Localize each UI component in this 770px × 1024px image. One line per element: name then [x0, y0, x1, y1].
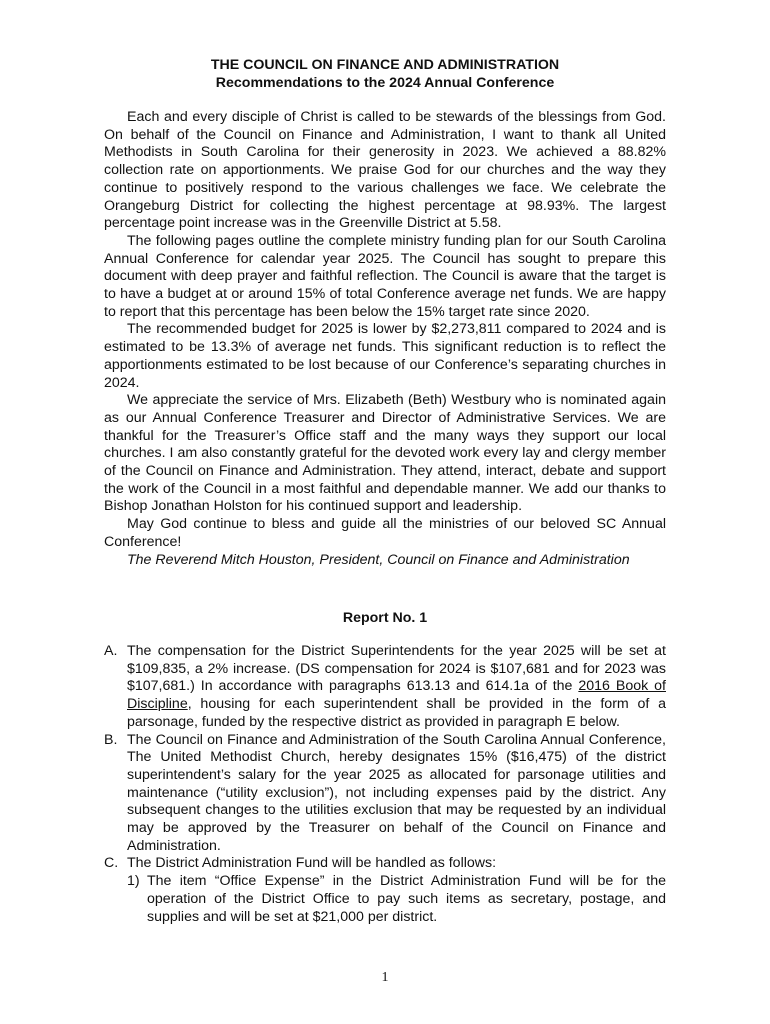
report-list: [104, 643, 666, 926]
subitem-label: 1): [127, 873, 140, 890]
page-number: 1: [381, 970, 389, 985]
document-subtitle: Recommendations to the 2024 Annual Conference: [215, 75, 555, 91]
intro-paragraph: The following pages outline the complete ministry funding plan for our South Carolina Annual Conference for calendar year 2025. The Council has sought to prepare this document with deep prayer and faithful reflection. The Council is aware that the target is to have a budget at or around 15% of total Conference average net funds. We are happy to report that this percentage has been below the 15% target rate since 2020.: [104, 232, 666, 320]
item-text: The compensation for the District Superintendents for the year 2025 will be set at $109,835, a 2% increase. (DS compensation for 2024 is $107,681 and for 2023 was $107,681.) In accordance with paragraphs 613.13 and 614.1a of the: [127, 643, 666, 695]
list-item-a: [104, 643, 666, 732]
intro-paragraph: May God continue to bless and guide all the ministries of our beloved SC Annual Conference!: [104, 516, 666, 550]
item-label: A.: [104, 643, 118, 659]
intro-paragraph: We appreciate the service of Mrs. Elizabeth (Beth) Westbury who is nominated again as our Annual Conference Treasurer and Director of Administrative Services. We are thankful for the Treasurer’s Office staff and the many ways they support our local churches. I am also constantly grateful for the devoted work every lay and clergy member of the Council on Finance and Administration. They attend, interact, debate and support the work of the Council in a most faithful and dependable manner. We add our thanks to Bishop Jonathan Holston for his continued support and leadership.: [104, 392, 666, 515]
item-label: C.: [104, 855, 119, 872]
book-of-discipline-reference: 2016 Book of Discipline: [127, 678, 666, 713]
intro-paragraph: The recommended budget for 2025 is lower by $2,273,811 compared to 2024 and is estimated to be 13.3% of average net funds. This significant reduction is to reflect the apportionments estimated to be lost because of our Conference’s separating churches in 2024.: [104, 321, 666, 391]
subitem-text: The item “Office Expense” in the District Administration Fund will be for the operation of the District Office to pay such items as secretary, postage, and supplies and will be set at $21,000 per district.: [147, 873, 666, 925]
item-label: B.: [104, 731, 118, 748]
report-heading: Report No. 1: [342, 610, 428, 626]
document-title: THE COUNCIL ON FINANCE AND ADMINISTRATION: [210, 57, 560, 73]
list-item-b: [104, 732, 666, 856]
list-subitem-c1: [104, 873, 666, 926]
intro-letter: [104, 109, 666, 569]
item-text: The Council on Finance and Administration of the South Carolina Annual Conference, The United Methodist Church, hereby designates 15% ($16,475) of the district superintendent’s salary for the year 2025 as allocated for parsonage utilities and maintenance (“utility exclusion”), not including expenses paid by the district. Any subsequent changes to the utilities exclusion that may be requested by an individual may be approved by the Treasurer on behalf of the Council on Finance and Administration.: [127, 731, 666, 854]
list-item-c: [104, 855, 666, 873]
intro-paragraph: Each and every disciple of Christ is called to be stewards of the blessings from God. On behalf of the Council on Finance and Administration, I want to thank all United Methodists in South Carolina for their generosity in 2023. We achieved a 88.82% collection rate on apportionments. We praise God for our churches and the way they continue to positively respond to the various challenges we face. We celebrate the Orangeburg District for collecting the highest percentage at 98.93%. The largest percentage point increase was in the Greenville District at 5.58.: [104, 109, 666, 232]
item-text: The District Administration Fund will be handled as follows:: [127, 855, 497, 872]
signature-line: The Reverend Mitch Houston, President, Council on Finance and Administration: [127, 551, 630, 568]
item-text: , housing for each superintendent shall be provided in the form of a parsonage, funded by the respective district as provided in paragraph E below.: [127, 696, 666, 730]
